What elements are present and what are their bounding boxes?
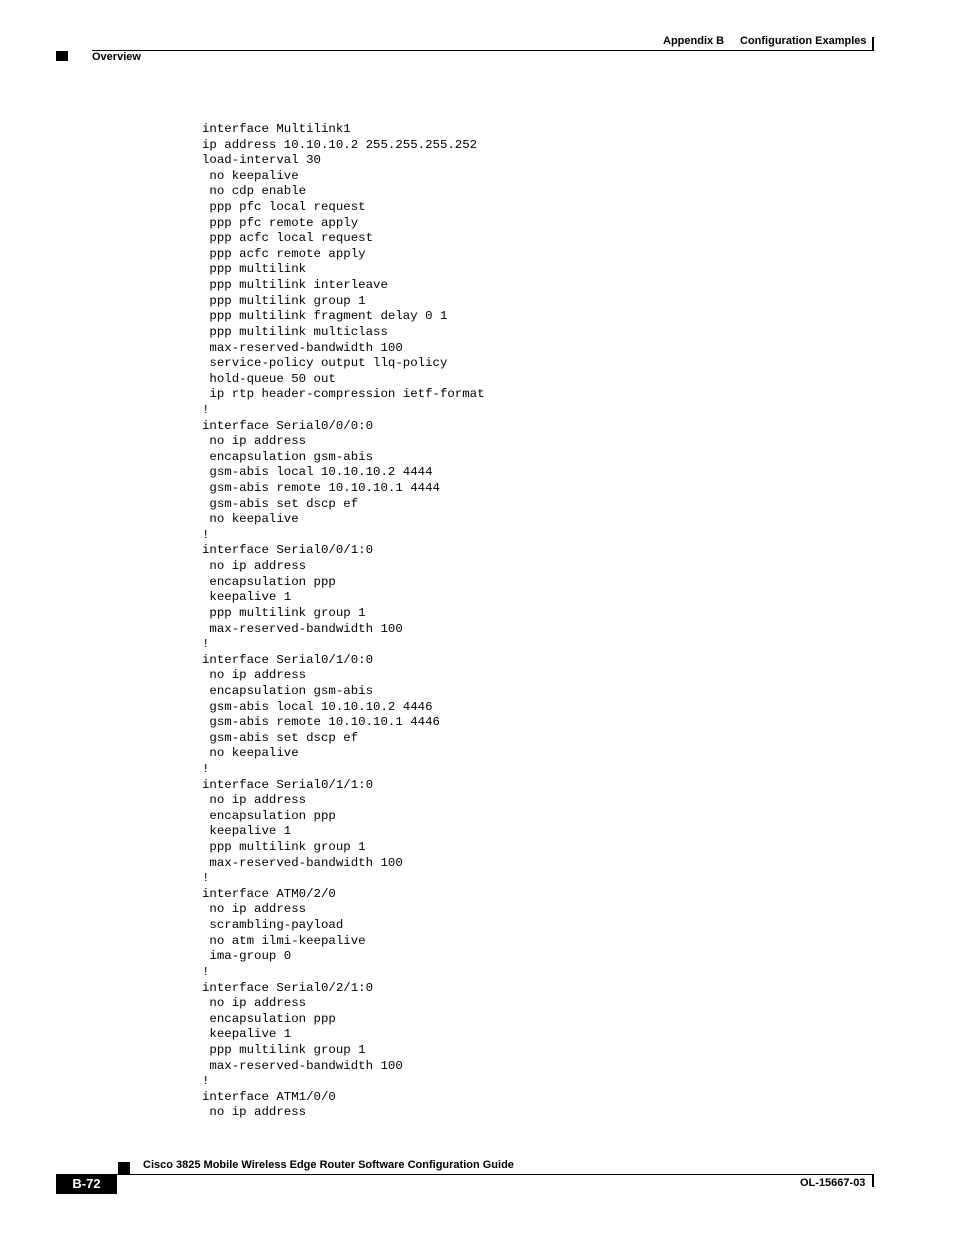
footer-guide-title: Cisco 3825 Mobile Wireless Edge Router Software Configuration Guide bbox=[143, 1159, 514, 1171]
code-line: gsm-abis local 10.10.10.2 4446 bbox=[202, 699, 433, 714]
code-line: interface ATM1/0/0 bbox=[202, 1089, 336, 1104]
code-line: max-reserved-bandwidth 100 bbox=[202, 1058, 403, 1073]
code-line: ppp pfc local request bbox=[202, 200, 366, 215]
header-appendix: Appendix B bbox=[663, 35, 725, 47]
code-line: encapsulation ppp bbox=[202, 1011, 336, 1026]
code-line: no keepalive bbox=[202, 512, 299, 527]
code-line: ppp multilink group 1 bbox=[202, 293, 366, 308]
header-section-title: Overview bbox=[92, 51, 141, 63]
code-line: gsm-abis remote 10.10.10.1 4446 bbox=[202, 715, 440, 730]
code-line: gsm-abis set dscp ef bbox=[202, 496, 359, 511]
footer-vertical-bar bbox=[872, 1174, 874, 1187]
code-line: ima-group 0 bbox=[202, 949, 292, 964]
code-line: no cdp enable bbox=[202, 184, 307, 199]
header-vertical-bar bbox=[872, 37, 874, 51]
code-line: encapsulation gsm-abis bbox=[202, 449, 374, 464]
header-rule bbox=[92, 50, 874, 51]
code-line: no ip address bbox=[202, 793, 307, 808]
code-line: ! bbox=[202, 871, 210, 886]
code-line: ppp multilink multiclass bbox=[202, 324, 388, 339]
code-line: ! bbox=[202, 1074, 210, 1089]
code-line: interface Serial0/0/0:0 bbox=[202, 418, 374, 433]
code-line: no ip address bbox=[202, 559, 307, 574]
code-line: interface Multilink1 bbox=[202, 122, 351, 136]
code-line: load-interval 30 bbox=[202, 153, 321, 168]
code-line: encapsulation ppp bbox=[202, 808, 336, 823]
footer-marker-block bbox=[118, 1162, 130, 1174]
code-line: ip address 10.10.10.2 255.255.255.252 bbox=[202, 137, 478, 152]
footer-rule bbox=[117, 1174, 874, 1175]
header-chapter-title: Configuration Examples bbox=[740, 35, 867, 47]
code-line: no atm ilmi-keepalive bbox=[202, 933, 366, 948]
code-line: ! bbox=[202, 964, 210, 979]
code-line: ! bbox=[202, 527, 210, 542]
code-line: hold-queue 50 out bbox=[202, 371, 336, 386]
code-line: ppp multilink group 1 bbox=[202, 1042, 366, 1057]
code-line: ppp acfc local request bbox=[202, 231, 374, 246]
code-line: ppp pfc remote apply bbox=[202, 215, 359, 230]
code-line: service-policy output llq-policy bbox=[202, 356, 448, 371]
code-line: gsm-abis set dscp ef bbox=[202, 730, 359, 745]
code-line: interface Serial0/1/1:0 bbox=[202, 777, 374, 792]
code-line: ip rtp header-compression ietf-format bbox=[202, 387, 485, 402]
code-line: ! bbox=[202, 761, 210, 776]
code-line: ppp multilink interleave bbox=[202, 278, 388, 293]
code-line: ppp multilink group 1 bbox=[202, 605, 366, 620]
code-line: keepalive 1 bbox=[202, 590, 292, 605]
code-line: keepalive 1 bbox=[202, 824, 292, 839]
config-code-block bbox=[202, 122, 485, 1121]
code-line: ! bbox=[202, 402, 210, 417]
code-line: no ip address bbox=[202, 668, 307, 683]
code-line: interface Serial0/0/1:0 bbox=[202, 543, 374, 558]
code-line: no ip address bbox=[202, 434, 307, 449]
code-line: no keepalive bbox=[202, 168, 299, 183]
code-line: encapsulation ppp bbox=[202, 574, 336, 589]
code-line: ppp multilink fragment delay 0 1 bbox=[202, 309, 448, 324]
code-line: keepalive 1 bbox=[202, 1027, 292, 1042]
code-line: no ip address bbox=[202, 902, 307, 917]
code-line: no ip address bbox=[202, 1105, 307, 1120]
code-line: ppp multilink group 1 bbox=[202, 840, 366, 855]
code-line: ppp acfc remote apply bbox=[202, 246, 366, 261]
footer-page-number: B-72 bbox=[56, 1174, 117, 1194]
code-line: max-reserved-bandwidth 100 bbox=[202, 340, 403, 355]
code-line: encapsulation gsm-abis bbox=[202, 683, 374, 698]
code-line: max-reserved-bandwidth 100 bbox=[202, 621, 403, 636]
code-line: gsm-abis local 10.10.10.2 4444 bbox=[202, 465, 433, 480]
code-line: gsm-abis remote 10.10.10.1 4444 bbox=[202, 481, 440, 496]
header-marker-block bbox=[56, 51, 68, 61]
code-line: ! bbox=[202, 637, 210, 652]
code-line: interface Serial0/1/0:0 bbox=[202, 652, 374, 667]
footer-doc-number: OL-15667-03 bbox=[800, 1177, 866, 1189]
code-line: max-reserved-bandwidth 100 bbox=[202, 855, 403, 870]
code-line: scrambling-payload bbox=[202, 918, 344, 933]
code-line: interface Serial0/2/1:0 bbox=[202, 980, 374, 995]
code-line: ppp multilink bbox=[202, 262, 307, 277]
code-line: interface ATM0/2/0 bbox=[202, 886, 336, 901]
code-line: no ip address bbox=[202, 996, 307, 1011]
code-line: no keepalive bbox=[202, 746, 299, 761]
